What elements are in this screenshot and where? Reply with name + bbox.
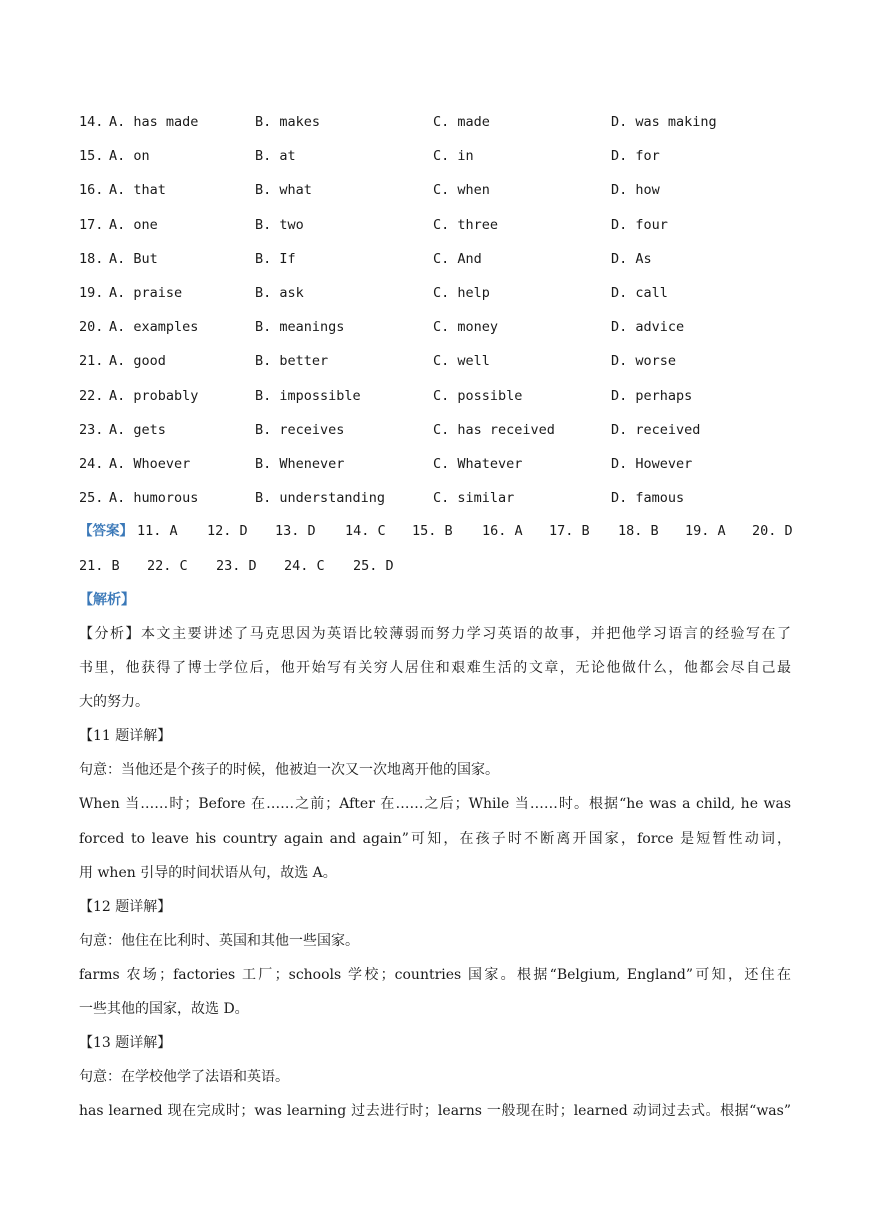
answer-line-1: [79, 520, 791, 542]
option-b: B. better: [255, 353, 329, 370]
option-d: D. received: [611, 421, 701, 438]
option-a: A. on: [109, 148, 150, 165]
option-a: A. praise: [109, 285, 183, 301]
option-c: C. help: [433, 285, 490, 301]
q13-meaning: 句意：在学校他学了法语和英语。: [79, 1069, 289, 1085]
answer-item: 23. D: [216, 558, 257, 574]
summary-line: 大的努力。: [79, 694, 149, 710]
option-a: A. examples: [109, 319, 199, 336]
q11-meaning: 句意：当他还是个孩子的时候，他被迫一次又一次地离开他的国家。: [79, 762, 499, 778]
option-b: B. receives: [255, 421, 345, 438]
answer-item: 12. D: [207, 523, 248, 539]
summary-line: 书里，他获得了博士学位后，他开始写有关穷人居住和艰难生活的文章，无论他做什么，他都会尽自己最: [79, 660, 791, 676]
answer-item: 19. A: [685, 523, 726, 539]
option-c: C. And: [433, 250, 482, 267]
option-b: B. If: [255, 250, 296, 267]
option-a: A. humorous: [109, 490, 199, 507]
option-a: A. one: [109, 216, 158, 233]
option-c: C. well: [433, 353, 490, 370]
answer-item: 14. C: [345, 523, 386, 539]
answer-item: 16. A: [482, 523, 523, 539]
option-c: C. three: [433, 216, 499, 233]
question-number: 23.: [79, 421, 104, 438]
answer-item: 18. B: [618, 523, 659, 539]
question-number: 18.: [79, 250, 104, 267]
option-b: B. meanings: [255, 319, 345, 336]
option-d: D. As: [611, 250, 652, 267]
option-b: B. at: [255, 148, 296, 165]
q12-explanation-line: 一些其他的国家，故选 D。: [79, 1001, 249, 1017]
q13-explanation-line: has learned 现在完成时；was learning 过去进行时；learns 一般现在时；learned 动词过去式。根据“was”: [79, 1103, 791, 1119]
analysis-label: 【解析】: [79, 592, 135, 608]
answer-item: 21. B: [79, 558, 120, 574]
q12-explanation-line: farms 农场；factories 工厂；schools 学校；countries 国家。根据“Belgium, England”可知，还住在: [79, 967, 791, 983]
option-a: A. probably: [109, 387, 199, 404]
option-d: D. four: [611, 216, 668, 233]
question-number: 22.: [79, 387, 104, 404]
answer-item: 20. D: [752, 523, 793, 539]
q12-meaning: 句意：他住在比利时、英国和其他一些国家。: [79, 933, 359, 949]
summary-line: 【分析】本文主要讲述了马克思因为英语比较薄弱而努力学习英语的故事，并把他学习语言的经验写在了: [79, 626, 791, 642]
option-d: D. call: [611, 285, 668, 301]
question-number: 14.: [79, 114, 104, 130]
option-a: A. that: [109, 182, 166, 199]
option-a: A. gets: [109, 421, 166, 438]
option-a: A. has made: [109, 114, 199, 130]
question-number: 16.: [79, 182, 104, 199]
option-c: C. money: [433, 319, 499, 336]
option-c: C. when: [433, 182, 490, 199]
option-b: B. impossible: [255, 387, 361, 404]
option-a: A. good: [109, 353, 166, 370]
answer-line-2: [79, 555, 791, 577]
option-b: B. ask: [255, 285, 304, 301]
option-c: C. possible: [433, 387, 523, 404]
option-d: D. for: [611, 148, 660, 165]
question-number: 19.: [79, 285, 104, 301]
question-number: 21.: [79, 353, 104, 370]
q11-explanation-line: 用 when 引导的时间状语从句，故选 A。: [79, 865, 337, 881]
answer-item: 11. A: [137, 523, 178, 539]
option-d: D. was making: [611, 114, 717, 130]
question-number: 20.: [79, 319, 104, 336]
answer-item: 15. B: [412, 523, 453, 539]
option-c: C. Whatever: [433, 456, 523, 472]
option-a: A. Whoever: [109, 456, 191, 472]
question-number: 17.: [79, 216, 104, 233]
option-b: B. what: [255, 182, 312, 199]
answer-item: 17. B: [549, 523, 590, 539]
question-number: 24.: [79, 456, 104, 472]
q12-heading: 【12 题详解】: [79, 899, 172, 915]
q11-explanation-line: When 当……时；Before 在……之前；After 在……之后；While 当……时。根据“he was a child, he was: [79, 796, 791, 812]
q13-heading: 【13 题详解】: [79, 1035, 172, 1051]
question-number: 25.: [79, 490, 104, 507]
q11-explanation-line: forced to leave his country again and again”可知，在孩子时不断离开国家，force 是短暂性动词，: [79, 831, 791, 847]
answer-item: 24. C: [284, 558, 325, 574]
option-c: C. in: [433, 148, 474, 165]
answer-item: 25. D: [353, 558, 394, 574]
option-b: B. makes: [255, 114, 321, 130]
option-d: D. perhaps: [611, 387, 693, 404]
answer-label: 【答案】: [79, 523, 133, 539]
option-b: B. two: [255, 216, 304, 233]
option-d: D. how: [611, 182, 660, 199]
option-b: B. Whenever: [255, 456, 345, 472]
option-c: C. has received: [433, 421, 555, 438]
q11-heading: 【11 题详解】: [79, 728, 172, 744]
option-b: B. understanding: [255, 490, 386, 507]
option-c: C. similar: [433, 490, 515, 507]
option-d: D. worse: [611, 353, 677, 370]
option-d: D. However: [611, 456, 693, 472]
answer-item: 22. C: [147, 558, 188, 574]
option-c: C. made: [433, 114, 490, 130]
option-d: D. famous: [611, 490, 685, 507]
option-d: D. advice: [611, 319, 685, 336]
question-number: 15.: [79, 148, 104, 165]
option-a: A. But: [109, 250, 158, 267]
answer-item: 13. D: [275, 523, 316, 539]
